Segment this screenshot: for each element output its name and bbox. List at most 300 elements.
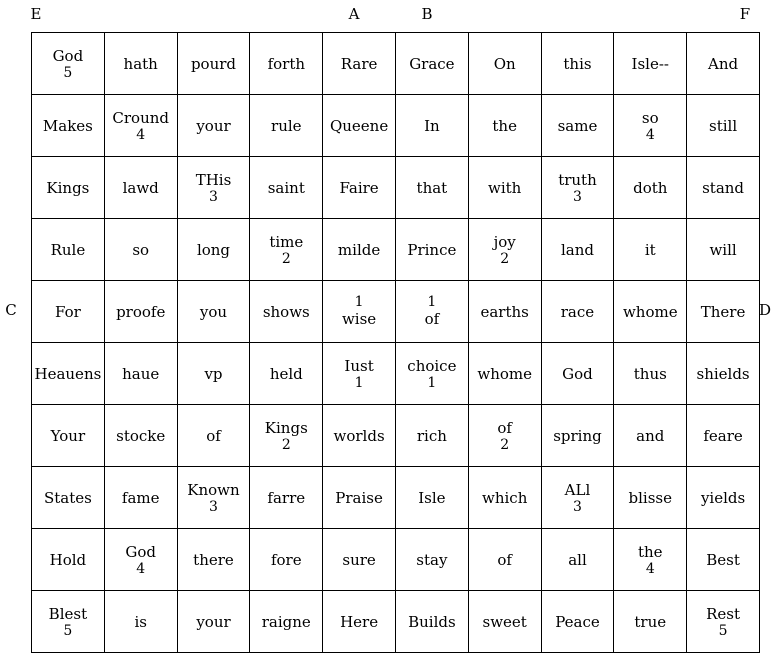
grid-cell xyxy=(468,281,541,343)
cell-content xyxy=(638,542,663,576)
cell-word: God xyxy=(52,46,84,65)
grid-cell xyxy=(395,95,468,157)
cell-content xyxy=(191,54,236,74)
grid-cell xyxy=(32,343,105,405)
grid-cell xyxy=(104,219,177,281)
cell-word: proofe xyxy=(116,302,166,321)
cell-content xyxy=(206,426,221,446)
grid-cell xyxy=(395,33,468,95)
cell-content xyxy=(701,488,745,508)
cell-word: with xyxy=(488,178,522,197)
cell-word: your xyxy=(196,116,231,135)
cell-word: fame xyxy=(121,488,160,507)
cell-word: Hold xyxy=(49,550,87,569)
cell-word: pourd xyxy=(190,54,237,73)
cell-word: forth xyxy=(267,54,306,73)
grid-cell xyxy=(323,219,396,281)
grid-cell xyxy=(177,343,250,405)
cell-word: the xyxy=(492,116,517,135)
cell-content xyxy=(43,116,93,136)
cell-word: Best xyxy=(706,550,740,569)
cell-number: 1 xyxy=(427,293,437,310)
cell-word: joy xyxy=(493,232,516,251)
cell-content xyxy=(122,364,159,384)
cell-word: lawd xyxy=(122,178,159,197)
grid-cell xyxy=(323,281,396,343)
cell-word: God xyxy=(562,364,593,383)
cell-content xyxy=(642,108,659,142)
cell-content xyxy=(409,54,454,74)
grid-cell xyxy=(250,219,323,281)
cell-content xyxy=(629,488,672,508)
cell-word: In xyxy=(424,116,440,135)
cell-word: On xyxy=(493,54,516,73)
cell-content xyxy=(134,612,147,632)
cell-word: Praise xyxy=(335,488,383,507)
cell-content xyxy=(561,302,594,322)
cell-content xyxy=(116,302,165,322)
cell-word: THis xyxy=(195,170,232,189)
grid-cell xyxy=(614,157,687,219)
cell-content xyxy=(330,116,388,136)
cell-word: that xyxy=(416,178,448,197)
cell-word: same xyxy=(557,116,598,135)
grid-cell xyxy=(614,33,687,95)
grid-cell xyxy=(687,157,760,219)
grid-cell xyxy=(32,157,105,219)
cell-word: so xyxy=(132,240,150,259)
cell-word: Makes xyxy=(42,116,93,135)
cell-content xyxy=(124,54,158,74)
cell-word: doth xyxy=(633,178,668,197)
grid-row xyxy=(32,529,760,591)
word-grid xyxy=(31,32,760,653)
cell-content xyxy=(125,542,156,576)
grid-cell xyxy=(395,157,468,219)
cell-content xyxy=(494,232,516,266)
cell-content xyxy=(44,488,92,508)
cell-word: of xyxy=(206,426,221,445)
cell-content xyxy=(122,488,160,508)
cell-content xyxy=(417,178,448,198)
grid-cell xyxy=(323,343,396,405)
cell-content xyxy=(623,302,678,322)
cell-word: Builds xyxy=(408,612,456,631)
grid-cell xyxy=(104,591,177,653)
cell-content xyxy=(558,116,598,136)
grid-cell xyxy=(250,529,323,591)
cell-word: your xyxy=(196,612,231,631)
cell-number: 1 xyxy=(427,374,437,391)
cell-content xyxy=(562,364,593,384)
grid-cell xyxy=(177,529,250,591)
cell-word: worlds xyxy=(333,426,385,445)
cell-content xyxy=(706,604,740,638)
grid-row xyxy=(32,219,760,281)
cell-content xyxy=(708,54,738,74)
grid-cell xyxy=(323,33,396,95)
cell-word: earths xyxy=(480,302,529,321)
grid-cell xyxy=(250,343,323,405)
grid-cell xyxy=(395,343,468,405)
cell-number: 3 xyxy=(573,188,582,205)
cell-word: held xyxy=(269,364,303,383)
grid-cell xyxy=(468,33,541,95)
cell-content xyxy=(424,116,440,136)
cell-number: 3 xyxy=(209,498,218,515)
cell-content xyxy=(703,426,742,446)
cell-word: rich xyxy=(416,426,447,445)
cell-content xyxy=(565,480,591,514)
cell-word: farre xyxy=(267,488,306,507)
grid-cell xyxy=(468,343,541,405)
grid-cell xyxy=(250,405,323,467)
cell-content xyxy=(497,550,512,570)
cell-word: Rest xyxy=(706,604,741,623)
grid-cell xyxy=(104,405,177,467)
grid-cell xyxy=(687,281,760,343)
cell-content xyxy=(270,364,303,384)
cell-word: sweet xyxy=(482,612,527,631)
cell-word: blisse xyxy=(628,488,673,507)
grid-cell xyxy=(614,95,687,157)
grid-cell xyxy=(323,405,396,467)
cell-word: Your xyxy=(50,426,86,445)
cell-content xyxy=(196,116,230,136)
cell-word: Isle xyxy=(418,488,446,507)
cell-word: There xyxy=(700,302,746,321)
cell-word: of xyxy=(497,418,512,437)
cell-word: it xyxy=(644,240,656,259)
cell-content xyxy=(271,550,302,570)
grid-cell xyxy=(323,467,396,529)
grid-cell xyxy=(177,281,250,343)
cell-content xyxy=(340,612,378,632)
cell-number: 2 xyxy=(281,436,291,453)
cell-word: Rule xyxy=(50,240,86,259)
cell-content xyxy=(268,178,305,198)
cell-content xyxy=(187,480,239,514)
cell-content xyxy=(339,178,378,198)
grid-cell xyxy=(250,95,323,157)
cell-number: 4 xyxy=(645,126,655,143)
cell-word: truth xyxy=(558,170,597,189)
grid-row xyxy=(32,405,760,467)
grid-cell xyxy=(104,33,177,95)
grid-cell xyxy=(468,467,541,529)
cell-content xyxy=(196,170,232,204)
grid-cell xyxy=(250,281,323,343)
cell-content xyxy=(632,54,669,74)
grid-cell xyxy=(395,281,468,343)
cell-content xyxy=(417,426,447,446)
cell-content xyxy=(123,178,159,198)
cell-number: 4 xyxy=(136,126,146,143)
grid-cell xyxy=(104,529,177,591)
cell-number: 5 xyxy=(63,622,73,639)
grid-cell xyxy=(614,467,687,529)
cell-content xyxy=(262,612,311,632)
cell-content xyxy=(334,426,385,446)
grid-cell xyxy=(468,405,541,467)
cell-word: Grace xyxy=(409,54,455,73)
cell-content xyxy=(132,240,149,260)
cell-content xyxy=(416,550,447,570)
cell-word: long xyxy=(196,240,231,259)
grid-row xyxy=(32,33,760,95)
cell-word: Kings xyxy=(264,418,308,437)
grid-cell xyxy=(177,219,250,281)
cell-word: vp xyxy=(204,364,223,383)
grid-row xyxy=(32,591,760,653)
grid-cell xyxy=(177,157,250,219)
cell-content xyxy=(55,302,81,322)
cell-word: raigne xyxy=(261,612,311,631)
cell-content xyxy=(263,302,310,322)
cell-content xyxy=(51,240,86,260)
cell-word: race xyxy=(560,302,595,321)
grid-cell xyxy=(104,343,177,405)
grid-cell xyxy=(541,219,614,281)
grid-cell xyxy=(32,95,105,157)
cell-content xyxy=(553,426,602,446)
grid-row xyxy=(32,157,760,219)
cell-word: Isle-- xyxy=(631,54,669,73)
cell-word: God xyxy=(125,542,156,561)
grid-cell xyxy=(687,405,760,467)
cell-content xyxy=(555,612,600,632)
grid-cell xyxy=(395,591,468,653)
cell-word: spring xyxy=(553,426,602,445)
cell-word: stocke xyxy=(116,426,166,445)
cell-content xyxy=(46,178,89,198)
grid-cell xyxy=(541,33,614,95)
cell-word: Blest xyxy=(48,604,88,623)
cell-word: time xyxy=(269,232,304,251)
cell-number: 2 xyxy=(281,250,291,267)
cell-content xyxy=(709,240,736,260)
grid-cell xyxy=(323,591,396,653)
grid-cell xyxy=(104,467,177,529)
grid-cell xyxy=(541,95,614,157)
cell-content xyxy=(196,612,230,632)
cell-content xyxy=(341,54,378,74)
cell-content xyxy=(558,170,597,204)
cell-word: and xyxy=(636,426,665,445)
cell-word: thus xyxy=(633,364,667,383)
cell-word: Here xyxy=(340,612,379,631)
grid-row xyxy=(32,343,760,405)
grid-cell xyxy=(395,529,468,591)
word-grid-body xyxy=(32,33,760,653)
cell-word: is xyxy=(134,612,147,631)
cell-content xyxy=(483,612,527,632)
cell-content xyxy=(482,488,527,508)
grid-cell xyxy=(541,529,614,591)
cell-content xyxy=(116,426,165,446)
cell-word: feare xyxy=(703,426,743,445)
cell-content xyxy=(51,426,85,446)
cell-content xyxy=(200,302,227,322)
cell-number: 2 xyxy=(500,250,510,267)
grid-cell xyxy=(32,219,105,281)
cell-number: 5 xyxy=(63,64,73,81)
cell-content xyxy=(418,488,445,508)
grid-cell xyxy=(250,591,323,653)
cell-word: stand xyxy=(702,178,745,197)
grid-cell xyxy=(687,467,760,529)
cell-content xyxy=(701,302,746,322)
cell-word: stay xyxy=(416,550,448,569)
cell-content xyxy=(408,612,456,632)
cell-word: the xyxy=(637,542,663,561)
cell-content xyxy=(53,46,84,80)
grid-cell xyxy=(32,529,105,591)
cell-content xyxy=(480,302,528,322)
cell-content xyxy=(271,116,302,136)
cell-word: you xyxy=(199,302,228,321)
cell-word: there xyxy=(193,550,234,569)
cell-content xyxy=(497,418,512,452)
cell-content xyxy=(344,356,373,390)
grid-cell xyxy=(250,157,323,219)
grid-cell xyxy=(395,219,468,281)
grid-cell xyxy=(541,157,614,219)
cell-number: 3 xyxy=(209,188,218,205)
cell-word: Rare xyxy=(340,54,378,73)
cell-content xyxy=(709,116,737,136)
grid-cell xyxy=(177,95,250,157)
column-label-a: A xyxy=(348,5,360,23)
cell-word: sure xyxy=(342,550,376,569)
grid-cell xyxy=(614,281,687,343)
cell-content xyxy=(633,178,667,198)
cell-number: 4 xyxy=(136,560,146,577)
grid-cell xyxy=(468,529,541,591)
grid-cell xyxy=(104,157,177,219)
cell-word: land xyxy=(560,240,594,259)
cell-content xyxy=(563,54,591,74)
grid-cell xyxy=(323,95,396,157)
grid-cell xyxy=(687,219,760,281)
corner-label-f: F xyxy=(739,5,751,23)
cell-word: Heauens xyxy=(34,364,102,383)
cell-word: Kings xyxy=(46,178,90,197)
cell-content xyxy=(407,356,456,390)
cell-word: shields xyxy=(696,364,750,383)
grid-cell xyxy=(541,281,614,343)
grid-cell xyxy=(541,405,614,467)
cell-word: haue xyxy=(122,364,160,383)
cell-word: And xyxy=(708,54,739,73)
grid-cell xyxy=(323,157,396,219)
grid-cell xyxy=(541,467,614,529)
grid-row xyxy=(32,95,760,157)
row-label-d: D xyxy=(758,301,772,319)
grid-cell xyxy=(395,467,468,529)
cell-number: 5 xyxy=(718,622,728,639)
grid-cell xyxy=(614,529,687,591)
grid-cell xyxy=(32,405,105,467)
cell-word: rule xyxy=(271,116,302,135)
cell-number: 2 xyxy=(500,436,510,453)
cell-content xyxy=(338,240,380,260)
grid-cell xyxy=(541,591,614,653)
grid-cell xyxy=(177,591,250,653)
cell-content xyxy=(494,54,516,74)
cell-word: fore xyxy=(270,550,302,569)
cell-word: which xyxy=(482,488,528,507)
grid-cell xyxy=(687,529,760,591)
cell-content xyxy=(50,550,87,570)
cell-word: yields xyxy=(700,488,746,507)
row-label-c: C xyxy=(5,301,17,319)
cell-word: still xyxy=(709,116,738,135)
cell-word: of xyxy=(424,309,440,328)
cell-content xyxy=(706,550,740,570)
cell-word: this xyxy=(563,54,592,73)
grid-cell xyxy=(177,405,250,467)
cell-word: ALl xyxy=(564,480,591,499)
cell-content xyxy=(269,232,303,266)
column-label-b: B xyxy=(421,5,433,23)
cell-content xyxy=(634,612,666,632)
cell-number: 1 xyxy=(354,374,364,391)
cell-content xyxy=(112,108,169,142)
cell-number: 1 xyxy=(354,293,364,310)
grid-row xyxy=(32,467,760,529)
grid-cell xyxy=(177,467,250,529)
cell-content xyxy=(35,364,102,384)
cell-content xyxy=(645,240,656,260)
grid-cell xyxy=(468,157,541,219)
cell-number: 4 xyxy=(645,560,655,577)
grid-cell xyxy=(177,33,250,95)
cell-word: true xyxy=(634,612,667,631)
grid-cell xyxy=(468,591,541,653)
cell-word: choice xyxy=(407,356,457,375)
cell-content xyxy=(492,116,517,136)
cell-word: Queene xyxy=(329,116,389,135)
cell-content xyxy=(342,550,375,570)
grid-cell xyxy=(687,591,760,653)
grid-cell xyxy=(614,405,687,467)
cell-content xyxy=(697,364,750,384)
cell-content xyxy=(197,240,230,260)
cell-word: For xyxy=(55,302,81,321)
cell-word: milde xyxy=(337,240,381,259)
grid-cell xyxy=(32,281,105,343)
cell-word: of xyxy=(497,550,512,569)
grid-cell xyxy=(614,219,687,281)
cell-word: so xyxy=(641,108,659,127)
grid-cell xyxy=(614,591,687,653)
cell-content xyxy=(265,418,308,452)
cell-content xyxy=(636,426,664,446)
grid-cell xyxy=(687,95,760,157)
grid-cell xyxy=(323,529,396,591)
grid-cell xyxy=(687,33,760,95)
cell-word: Cround xyxy=(112,108,169,127)
cell-content xyxy=(702,178,744,198)
grid-cell xyxy=(104,281,177,343)
grid-cell xyxy=(250,33,323,95)
corner-label-e: E xyxy=(30,5,42,23)
grid-cell xyxy=(32,467,105,529)
cell-word: Iust xyxy=(344,356,374,375)
cell-word: Peace xyxy=(555,612,600,631)
grid-cell xyxy=(250,467,323,529)
